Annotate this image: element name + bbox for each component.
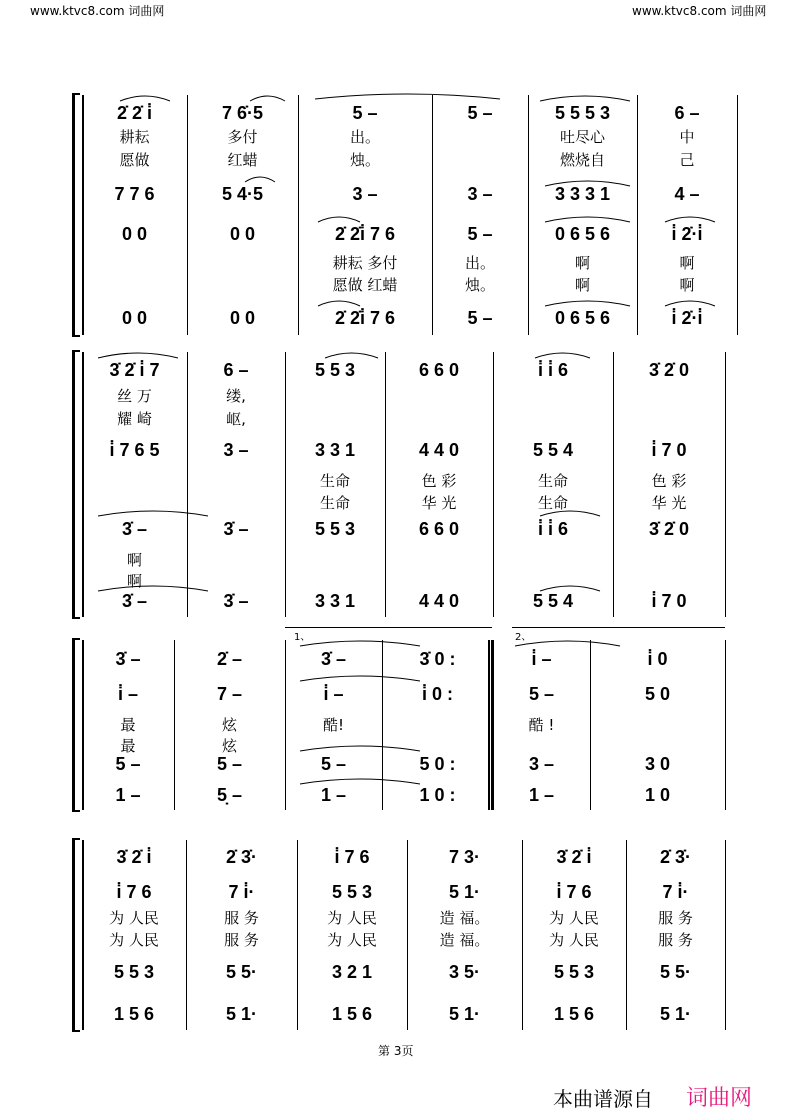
- lyric-text: 炫: [221, 716, 238, 734]
- measure-notes: 5 0 :: [419, 754, 456, 774]
- lyric-text: 为 人民: [109, 909, 159, 927]
- slur-arc: [540, 586, 600, 591]
- site-header-left[interactable]: www.ktvc8.com 词曲网: [30, 4, 165, 18]
- measure-notes: 3 3 3 1: [554, 184, 611, 204]
- slur-arc: [98, 511, 208, 516]
- slur-arc: [665, 217, 715, 222]
- lyric-text: 缕,: [226, 387, 246, 405]
- measure-notes: 3 3 1: [314, 591, 356, 611]
- measure-notes: 0 0: [229, 224, 256, 244]
- measure-notes: i̇ 0 :: [421, 684, 454, 704]
- measure-notes: 3̇ –: [121, 519, 148, 539]
- measure-notes: 7 6̇·5: [221, 103, 264, 123]
- lyric-text: 燃烧自: [559, 151, 606, 169]
- measure-notes: 5 5·: [225, 962, 258, 982]
- slur-arc: [245, 177, 275, 182]
- measure-notes: i̇ –: [531, 649, 552, 669]
- slur-arc: [540, 96, 630, 101]
- measure-notes: 5 5 4: [532, 440, 574, 460]
- ending-2-label: 2、: [515, 632, 532, 643]
- measure-notes: 5 –: [216, 754, 243, 774]
- lyric-text: 出。: [349, 128, 381, 146]
- measure-notes: 3̇ 2̇ i̇: [556, 847, 592, 867]
- slur-arc: [545, 301, 630, 306]
- measure-notes: 3 5·: [448, 962, 481, 982]
- lyric-text: 为 人民: [327, 931, 377, 949]
- lyric-text: 造 福。: [439, 909, 490, 927]
- lyric-text: 华 光: [651, 494, 687, 512]
- lyric-text: 色 彩: [421, 472, 457, 490]
- measure-notes: 1 –: [115, 785, 141, 805]
- measure-notes: 1 0: [644, 785, 671, 805]
- slur-arc: [315, 94, 500, 99]
- slur-arc: [318, 301, 360, 306]
- measure-notes: 5 –: [528, 684, 555, 704]
- measure-notes: 3̇ –: [223, 519, 249, 539]
- measure-notes: i̇ 7 0: [651, 440, 687, 460]
- measure-notes: 5 1·: [448, 1004, 481, 1024]
- lyric-text: 中: [679, 128, 695, 146]
- measure-notes: 5 –: [115, 754, 141, 774]
- measure-notes: 4 4 0: [418, 440, 460, 460]
- lyric-text: 烛。: [464, 276, 496, 294]
- measure-notes: 5 –: [467, 224, 493, 244]
- measure-notes: 7 i̇·: [228, 882, 255, 902]
- lyric-text: 为 人民: [549, 931, 599, 949]
- measure-notes: 3̇ 2̇ 0: [648, 360, 690, 380]
- measure-notes: i̇ 7 6 5: [109, 440, 160, 460]
- measure-notes: 1 –: [528, 785, 555, 805]
- measure-notes: 5 5·: [659, 962, 692, 982]
- slur-arc: [98, 353, 178, 358]
- slur-arc: [535, 353, 590, 358]
- measure-notes: 1 5 6: [553, 1004, 595, 1024]
- measure-notes: 2̇ –: [216, 649, 243, 669]
- measure-notes: 5 5 3: [314, 360, 356, 380]
- slur-arc: [318, 217, 360, 222]
- lyric-text: 烛。: [349, 151, 381, 169]
- measure-notes: 3̇ –: [115, 649, 141, 669]
- lyric-text: 啊: [679, 276, 695, 294]
- lyric-text: 己: [679, 151, 695, 169]
- measure-notes: 4 –: [674, 184, 700, 204]
- slur-arc: [300, 779, 420, 784]
- lyric-text: 吐尽心: [559, 128, 606, 146]
- measure-notes: i̇ 7 6: [116, 882, 152, 902]
- lyric-text: 啊: [574, 276, 591, 294]
- measure-notes: 0 6 5 6: [554, 308, 611, 328]
- measure-notes: 3 –: [528, 754, 555, 774]
- lyric-text: 酷!: [322, 716, 345, 734]
- footer-source-label: 本曲谱源自: [553, 1087, 653, 1111]
- measure-notes: 0 0: [121, 308, 148, 328]
- site-header-right[interactable]: www.ktvc8.com 词曲网: [632, 4, 767, 18]
- measure-notes: 5 1·: [448, 882, 481, 902]
- lyric-text: 为 人民: [549, 909, 599, 927]
- measure-notes: 5 4·5: [221, 184, 264, 204]
- measure-notes: 3 2 1: [331, 962, 373, 982]
- measure-notes: 5 –: [352, 103, 378, 123]
- lyric-text: 耀 崎: [117, 410, 152, 428]
- measure-notes: 3̇ 2̇ 0: [648, 519, 690, 539]
- measure-notes: 5̣ –: [216, 785, 243, 805]
- measure-notes: 5 1·: [659, 1004, 692, 1024]
- slur-arc: [545, 217, 630, 222]
- footer-brand-link[interactable]: 词曲网: [686, 1086, 753, 1111]
- measure-notes: 6 –: [674, 103, 700, 123]
- measure-notes: 5 5 3: [113, 962, 155, 982]
- slur-arc: [98, 586, 208, 591]
- measure-notes: 5 5 3: [331, 882, 373, 902]
- lyric-text: 耕耘 多付: [332, 254, 398, 272]
- measure-notes: 3 –: [352, 184, 378, 204]
- measure-notes: 3 –: [223, 440, 249, 460]
- measure-notes: 3̇ –: [223, 591, 249, 611]
- measure-notes: i̇ –: [323, 684, 344, 704]
- measure-notes: 3̇ 2̇ i̇: [116, 847, 152, 867]
- lyric-text: 生命: [319, 494, 351, 512]
- measure-notes: i̇ 7 0: [651, 591, 687, 611]
- measure-notes: i̇ 0: [647, 649, 668, 669]
- measure-notes: 1 5 6: [113, 1004, 155, 1024]
- measure-notes: 2̇ 2̇i̇ 7 6: [334, 308, 396, 328]
- page-number: 第 3页: [378, 1044, 414, 1058]
- measure-notes: 3 0: [644, 754, 671, 774]
- measure-notes: 2̇ 3̇·: [659, 847, 692, 867]
- measure-notes: 0 0: [229, 308, 256, 328]
- lyric-text: 出。: [464, 254, 496, 272]
- measure-notes: 7 i̇·: [662, 882, 689, 902]
- measure-notes: i̇ 2̇·i̇: [671, 224, 703, 244]
- measure-notes: i̇ 7 6: [556, 882, 592, 902]
- lyric-text: 服 务: [658, 931, 693, 949]
- slur-arc: [300, 641, 420, 646]
- measure-notes: 0 0: [121, 224, 148, 244]
- measure-notes: 3̇ 0 :: [419, 649, 456, 669]
- lyric-text: 最: [120, 716, 136, 734]
- lyric-text: 为 人民: [109, 931, 159, 949]
- measure-notes: 4 4 0: [418, 591, 460, 611]
- measure-notes: 5 5 3: [314, 519, 356, 539]
- measure-notes: 3̇ 2̇ i̇ 7: [109, 360, 160, 380]
- measure-notes: 7 –: [216, 684, 243, 704]
- measure-notes: 1 0 :: [419, 785, 456, 805]
- lyric-text: 啊: [679, 254, 695, 272]
- measure-notes: 7 7 6: [114, 184, 155, 204]
- lyric-text: 最: [120, 737, 136, 755]
- measure-notes: 1 –: [320, 785, 347, 805]
- measure-notes: i̇ i̇ 6: [537, 360, 569, 380]
- measure-notes: i̇ 7 6: [334, 847, 370, 867]
- slur-arc: [545, 181, 630, 186]
- lyric-text: 色 彩: [651, 472, 687, 490]
- measure-notes: i̇ i̇ 6: [537, 519, 569, 539]
- slur-arc: [325, 353, 378, 358]
- measure-notes: i̇ –: [117, 684, 139, 704]
- lyric-text: 红蜡: [227, 151, 258, 169]
- measure-notes: 6 6 0: [418, 519, 460, 539]
- measure-notes: 3 3 1: [314, 440, 356, 460]
- lyric-text: 服 务: [224, 931, 259, 949]
- measure-notes: 3̇ –: [320, 649, 347, 669]
- measure-notes: i̇ 2̇·i̇: [671, 308, 703, 328]
- measure-notes: 5 1·: [225, 1004, 258, 1024]
- measure-notes: 2̇ 2̇ i̇: [116, 103, 153, 123]
- slur-arc: [250, 96, 285, 101]
- measure-notes: 5 0: [644, 684, 671, 704]
- lyric-text: 生命: [319, 472, 351, 490]
- lyric-text: 炫: [221, 737, 238, 755]
- measure-notes: 1 5 6: [331, 1004, 373, 1024]
- slur-arc: [300, 676, 420, 681]
- lyric-text: 愿做 红蜡: [332, 276, 398, 294]
- measure-notes: 2̇ 2̇i̇ 7 6: [334, 224, 396, 244]
- lyric-text: 生命: [537, 472, 569, 490]
- slur-arc: [540, 511, 600, 516]
- slur-arc: [665, 301, 715, 306]
- measure-notes: 5 –: [467, 308, 493, 328]
- lyric-text: 丝 万: [117, 387, 152, 405]
- lyric-text: 耕耘: [119, 128, 150, 146]
- lyric-text: 造 福。: [439, 931, 490, 949]
- measure-notes: 7 3·: [448, 847, 481, 867]
- lyric-text: 啊: [574, 254, 591, 272]
- lyric-text: 愿做: [119, 151, 150, 169]
- lyric-text: 华 光: [421, 494, 457, 512]
- measure-notes: 5 –: [467, 103, 493, 123]
- measure-notes: 5 5 5 3: [554, 103, 611, 123]
- lyric-text: 多付: [227, 128, 258, 146]
- ending-1-label: 1、: [294, 632, 311, 643]
- measure-notes: 3̇ –: [121, 591, 148, 611]
- lyric-text: 啊: [126, 551, 143, 569]
- slur-arc: [300, 746, 420, 751]
- measure-notes: 2̇ 3̇·: [225, 847, 258, 867]
- measure-notes: 5 5 4: [532, 591, 574, 611]
- slur-arc: [120, 96, 170, 101]
- lyric-text: 啊: [126, 572, 143, 590]
- measure-notes: 6 –: [223, 360, 249, 380]
- measure-notes: 0 6 5 6: [554, 224, 611, 244]
- measure-notes: 5 5 3: [553, 962, 595, 982]
- lyric-text: 酷 !: [528, 716, 555, 734]
- lyric-text: 为 人民: [327, 909, 377, 927]
- lyric-text: 服 务: [658, 909, 693, 927]
- lyric-text: 服 务: [224, 909, 259, 927]
- lyric-text: 生命: [537, 494, 569, 512]
- measure-notes: 3 –: [467, 184, 493, 204]
- measure-notes: 5 –: [320, 754, 347, 774]
- measure-notes: 6 6 0: [418, 360, 460, 380]
- lyric-text: 岖,: [226, 410, 246, 428]
